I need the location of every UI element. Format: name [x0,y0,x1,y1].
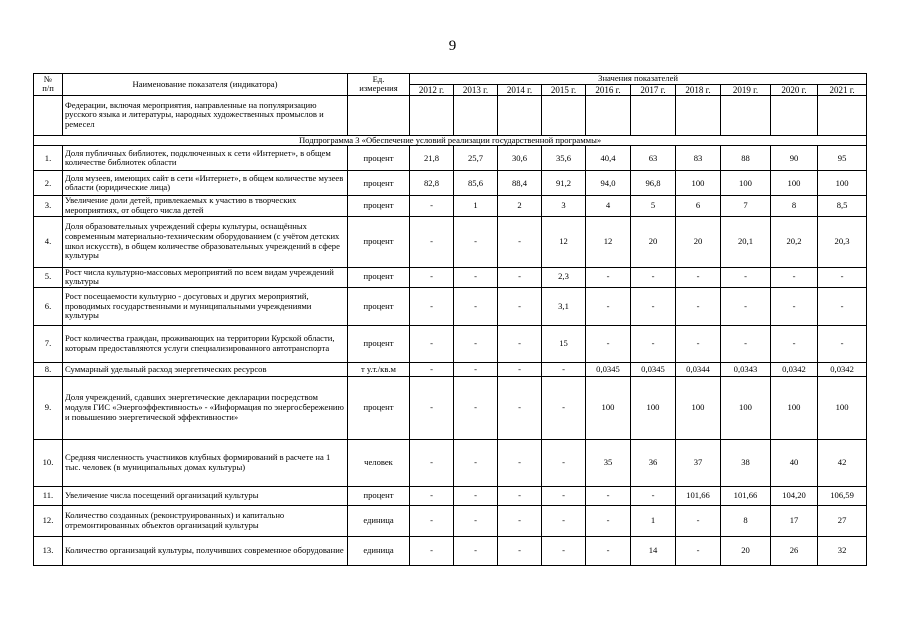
value-cell: 15 [542,325,586,362]
indicator-name: Доля музеев, имеющих сайт в сети «Интернет», в общем количестве музеев области (юридические лица) [63,171,348,196]
value-cell: - [586,505,631,536]
carry-value-cell [771,95,818,135]
value-cell: 90 [771,146,818,171]
value-cell: - [631,267,676,287]
value-cell: - [410,439,454,486]
value-cell: 12 [586,216,631,267]
indicator-name: Количество организаций культуры, получивших современное оборудование [63,536,348,565]
value-cell: - [586,267,631,287]
value-cell: 32 [818,536,867,565]
header-row-top [34,74,867,85]
header-year: 2013 г. [454,84,498,95]
carry-value-cell [586,95,631,135]
value-cell: - [586,536,631,565]
header-year: 2020 г. [771,84,818,95]
value-cell: - [410,267,454,287]
indicator-name: Доля публичных библиотек, подключенных к сети «Интернет», в общем количестве библиотек области [63,146,348,171]
value-cell: 91,2 [542,171,586,196]
value-cell: 26 [771,536,818,565]
header-year: 2017 г. [631,84,676,95]
carry-value-cell [498,95,542,135]
subprogram-title: Подпрограмма 3 «Обеспечение условий реализации государственной программы» [34,135,867,146]
value-cell: - [818,287,867,325]
value-cell: - [454,505,498,536]
row-number: 1. [34,146,63,171]
value-cell: - [771,325,818,362]
value-cell: 82,8 [410,171,454,196]
unit-cell: процент [348,486,410,505]
table-row [34,536,867,565]
value-cell: - [498,287,542,325]
value-cell: - [631,325,676,362]
table-row [34,171,867,196]
value-cell: 100 [676,171,721,196]
value-cell: 25,7 [454,146,498,171]
value-cell: - [542,362,586,376]
value-cell: - [586,325,631,362]
value-cell: 7 [721,196,771,216]
value-cell: - [771,287,818,325]
carry-unit [348,95,410,135]
value-cell: - [410,505,454,536]
value-cell: 100 [721,171,771,196]
value-cell: - [586,486,631,505]
value-cell: - [454,486,498,505]
value-cell: - [410,376,454,439]
value-cell: - [498,486,542,505]
value-cell: 0,0343 [721,362,771,376]
value-cell: 42 [818,439,867,486]
value-cell: 0,0345 [631,362,676,376]
value-cell: - [676,267,721,287]
value-cell: 14 [631,536,676,565]
header-year: 2019 г. [721,84,771,95]
value-cell: 20,2 [771,216,818,267]
value-cell: 20 [631,216,676,267]
value-cell: 40,4 [586,146,631,171]
value-cell: 88 [721,146,771,171]
table-row [34,362,867,376]
value-cell: - [410,486,454,505]
carry-value-cell [410,95,454,135]
unit-cell: процент [348,376,410,439]
table-row [34,505,867,536]
value-cell: - [454,439,498,486]
carry-name: Федерации, включая мероприятия, направленные на популяризацию русского языка и литературы, народных художественных промыслов и ремесел [63,95,348,135]
value-cell: - [721,325,771,362]
row-number: 10. [34,439,63,486]
header-year: 2015 г. [542,84,586,95]
value-cell: 38 [721,439,771,486]
value-cell: 0,0345 [586,362,631,376]
unit-cell: человек [348,439,410,486]
value-cell: 0,0344 [676,362,721,376]
value-cell: 36 [631,439,676,486]
row-number: 5. [34,267,63,287]
indicator-name: Увеличение числа посещений организаций культуры [63,486,348,505]
value-cell: 83 [676,146,721,171]
header-num: № п/п [34,74,63,96]
value-cell: - [631,486,676,505]
row-number: 8. [34,362,63,376]
value-cell: 35 [586,439,631,486]
value-cell: - [676,325,721,362]
value-cell: 3,1 [542,287,586,325]
value-cell: - [498,362,542,376]
value-cell: - [721,267,771,287]
value-cell: 100 [586,376,631,439]
indicator-name: Суммарный удельный расход энергетических ресурсов [63,362,348,376]
value-cell: - [410,287,454,325]
carry-value-cell [721,95,771,135]
header-name: Наименование показателя (индикатора) [63,74,348,96]
indicators-table [33,73,867,566]
row-number: 12. [34,505,63,536]
unit-cell: т у.т./кв.м [348,362,410,376]
value-cell: 8 [721,505,771,536]
table-row [34,146,867,171]
value-cell: 100 [771,171,818,196]
value-cell: - [721,287,771,325]
carry-num [34,95,63,135]
value-cell: - [586,287,631,325]
table-row [34,486,867,505]
indicator-name: Доля образовательных учреждений сферы культуры, оснащённых современным материально-техническим оборудованием (с учётом детских школ искусств), в общем количестве образовательных учреждений в сфере культуры [63,216,348,267]
value-cell: 2 [498,196,542,216]
value-cell: 17 [771,505,818,536]
value-cell: 94,0 [586,171,631,196]
value-cell: - [498,267,542,287]
value-cell: 8 [771,196,818,216]
unit-cell: процент [348,287,410,325]
carry-over-row [34,95,867,135]
value-cell: - [410,536,454,565]
value-cell: 21,8 [410,146,454,171]
value-cell: - [818,325,867,362]
value-cell: - [818,267,867,287]
value-cell: 20,3 [818,216,867,267]
value-cell: - [410,325,454,362]
value-cell: 104,20 [771,486,818,505]
table-row [34,216,867,267]
value-cell: 101,66 [676,486,721,505]
row-number: 7. [34,325,63,362]
value-cell: 101,66 [721,486,771,505]
indicator-name: Доля учреждений, сдавших энергетические декларации посредством модуля ГИС «Энергоэффективность» - «Информация по энергосбережению и повышению энергетической эффективности» [63,376,348,439]
table-row [34,267,867,287]
indicator-name: Рост числа культурно-массовых мероприятий по всем видам учреждений культуры [63,267,348,287]
value-cell: - [454,216,498,267]
indicator-name: Рост количества граждан, проживающих на территории Курской области, которым предоставляются услуги специализированного автотранспорта [63,325,348,362]
value-cell: - [676,536,721,565]
value-cell: 2,3 [542,267,586,287]
table-row [34,325,867,362]
value-cell: 8,5 [818,196,867,216]
value-cell: 20 [676,216,721,267]
value-cell: - [498,376,542,439]
value-cell: - [410,196,454,216]
table-row [34,439,867,486]
value-cell: 100 [818,171,867,196]
value-cell: 100 [721,376,771,439]
header-year: 2012 г. [410,84,454,95]
unit-cell: процент [348,216,410,267]
indicator-name: Увеличение доли детей, привлекаемых к участию в творческих мероприятиях, от общего числа детей [63,196,348,216]
value-cell: 0,0342 [818,362,867,376]
value-cell: - [498,216,542,267]
value-cell: 0,0342 [771,362,818,376]
indicator-name: Средняя численность участников клубных формирований в расчете на 1 тыс. человек (в муниципальных домах культуры) [63,439,348,486]
unit-cell: единица [348,505,410,536]
value-cell: 106,59 [818,486,867,505]
value-cell: - [542,486,586,505]
row-number: 2. [34,171,63,196]
value-cell: - [410,362,454,376]
value-cell: 5 [631,196,676,216]
value-cell: 63 [631,146,676,171]
value-cell: - [454,536,498,565]
row-number: 4. [34,216,63,267]
row-number: 6. [34,287,63,325]
unit-cell: единица [348,536,410,565]
value-cell: 100 [631,376,676,439]
value-cell: 20 [721,536,771,565]
value-cell: - [631,287,676,325]
value-cell: - [676,287,721,325]
value-cell: - [454,287,498,325]
value-cell: - [454,267,498,287]
header-unit: Ед. измерения [348,74,410,96]
carry-value-cell [676,95,721,135]
unit-cell: процент [348,325,410,362]
table-row [34,196,867,216]
value-cell: - [498,536,542,565]
value-cell: 85,6 [454,171,498,196]
value-cell: 12 [542,216,586,267]
value-cell: 3 [542,196,586,216]
value-cell: - [542,439,586,486]
page-number: 9 [448,38,457,54]
header-values: Значения показателей [410,74,867,85]
carry-value-cell [454,95,498,135]
value-cell: 4 [586,196,631,216]
value-cell: - [498,439,542,486]
header-year: 2014 г. [498,84,542,95]
value-cell: 100 [818,376,867,439]
value-cell: 20,1 [721,216,771,267]
value-cell: - [498,325,542,362]
table-row [34,287,867,325]
carry-value-cell [542,95,586,135]
header-year: 2021 г. [818,84,867,95]
unit-cell: процент [348,171,410,196]
value-cell: 95 [818,146,867,171]
row-number: 3. [34,196,63,216]
value-cell: - [410,216,454,267]
value-cell: 88,4 [498,171,542,196]
indicator-name: Количество созданных (реконструированных) и капитально отремонтированных объектов организаций культуры [63,505,348,536]
carry-value-cell [631,95,676,135]
indicator-name: Рост посещаемости культурно - досуговых и других мероприятий, проводимых государственными и муниципальными учреждениями культуры [63,287,348,325]
value-cell: 1 [631,505,676,536]
value-cell: 35,6 [542,146,586,171]
value-cell: 27 [818,505,867,536]
value-cell: - [454,376,498,439]
value-cell: - [676,505,721,536]
value-cell: 37 [676,439,721,486]
value-cell: 40 [771,439,818,486]
unit-cell: процент [348,146,410,171]
carry-value-cell [818,95,867,135]
value-cell: 96,8 [631,171,676,196]
value-cell: - [454,362,498,376]
row-number: 9. [34,376,63,439]
row-number: 11. [34,486,63,505]
value-cell: - [542,536,586,565]
value-cell: - [542,376,586,439]
table-row [34,376,867,439]
unit-cell: процент [348,196,410,216]
value-cell: - [771,267,818,287]
header-year: 2016 г. [586,84,631,95]
value-cell: 6 [676,196,721,216]
header-year: 2018 г. [676,84,721,95]
subprogram-row [34,135,867,146]
value-cell: 100 [676,376,721,439]
value-cell: 100 [771,376,818,439]
value-cell: 30,6 [498,146,542,171]
unit-cell: процент [348,267,410,287]
value-cell: 1 [454,196,498,216]
value-cell: - [542,505,586,536]
row-number: 13. [34,536,63,565]
value-cell: - [498,505,542,536]
value-cell: - [454,325,498,362]
